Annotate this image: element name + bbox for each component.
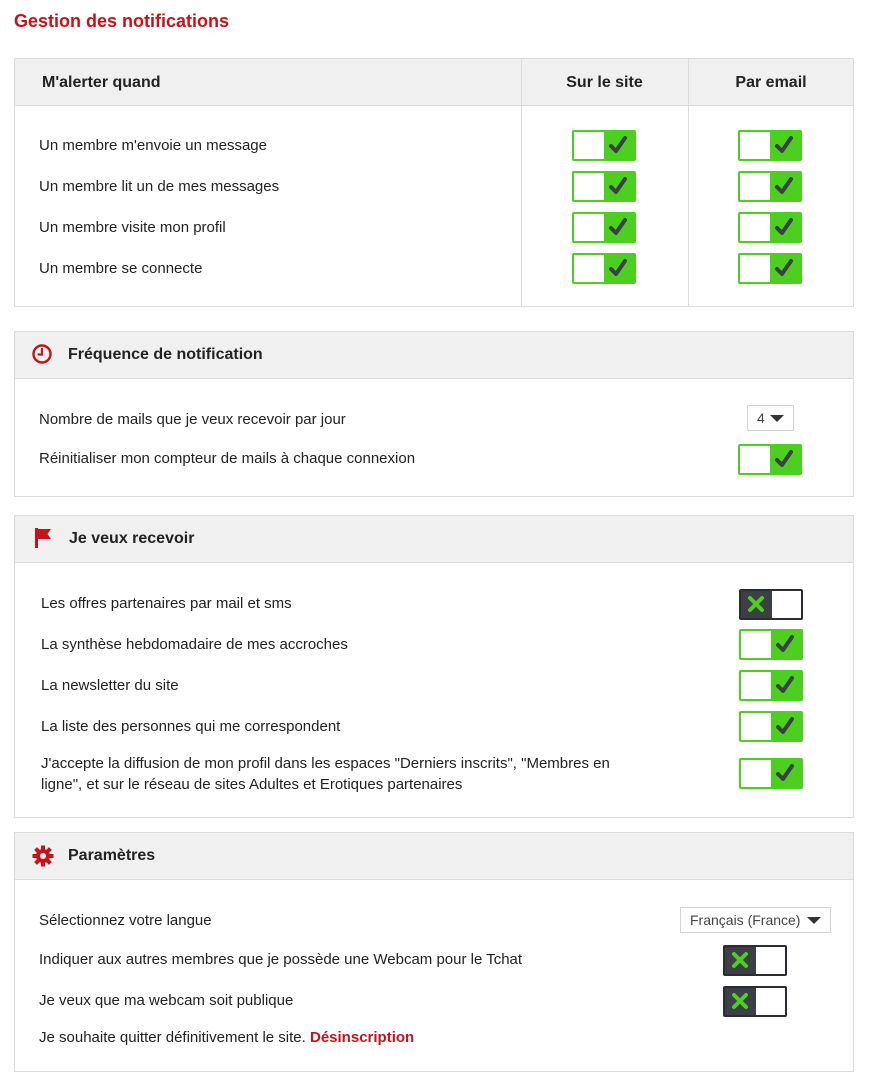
alert-row-label: Un membre m'envoie un message <box>39 137 267 154</box>
alert-row-label: Un membre visite mon profil <box>39 219 226 236</box>
toggle-knob <box>740 214 770 241</box>
toggle-newsletter[interactable] <box>739 670 803 701</box>
toggle-knob <box>741 713 771 740</box>
cross-icon <box>731 992 749 1010</box>
receive-item-label-line: J'accepte la diffusion de mon profil dans les espaces "Derniers inscrits", "Membres en <box>41 755 610 772</box>
settings-panel <box>14 832 854 1072</box>
mails-per-day-label: Nombre de mails que je veux recevoir par jour <box>39 411 346 428</box>
check-icon <box>775 715 795 737</box>
frequency-panel <box>14 331 854 497</box>
chevron-down-icon <box>807 917 821 924</box>
check-icon <box>608 257 628 279</box>
gear-icon <box>32 845 54 867</box>
column-divider <box>688 59 689 306</box>
receive-item-label: La newsletter du site <box>41 677 179 694</box>
chevron-down-icon <box>770 415 784 422</box>
language-select[interactable] <box>680 907 831 933</box>
receive-item-label: Les offres partenaires par mail et sms <box>41 595 292 612</box>
alerts-table-header <box>15 59 853 106</box>
toggle-profile-diffusion[interactable] <box>739 758 803 789</box>
toggle-knob <box>741 631 771 658</box>
toggle-partner-offers[interactable] <box>739 589 803 620</box>
cross-icon <box>747 595 765 613</box>
col-header-alert-when: M'alerter quand <box>42 74 161 91</box>
toggle-matching-people[interactable] <box>739 711 803 742</box>
alert-row-label: Un membre se connecte <box>39 260 203 277</box>
check-icon <box>775 633 795 655</box>
receive-item-label: La liste des personnes qui me correspondent <box>41 718 341 735</box>
check-icon <box>774 216 794 238</box>
check-icon <box>774 175 794 197</box>
toggle-knob <box>740 255 770 282</box>
toggle-knob <box>740 173 770 200</box>
settings-panel-header <box>15 833 853 880</box>
receive-title: Je veux recevoir <box>69 530 195 547</box>
toggle-webcam[interactable] <box>723 945 787 976</box>
toggle-connect-site[interactable] <box>572 253 636 284</box>
toggle-public-webcam[interactable] <box>723 986 787 1017</box>
frequency-title: Fréquence de notification <box>68 346 263 363</box>
toggle-reset-counter[interactable] <box>738 444 802 475</box>
alert-row-label: Un membre lit un de mes messages <box>39 178 280 195</box>
reset-counter-label: Réinitialiser mon compteur de mails à chaque connexion <box>39 450 416 467</box>
frequency-panel-header <box>15 332 853 379</box>
check-icon <box>608 175 628 197</box>
toggle-connect-email[interactable] <box>738 253 802 284</box>
mails-per-day-value: 4 <box>757 410 765 426</box>
check-icon <box>775 674 795 696</box>
check-icon <box>774 134 794 156</box>
check-icon <box>608 216 628 238</box>
toggle-visit-email[interactable] <box>738 212 802 243</box>
toggle-knob <box>574 214 604 241</box>
toggle-read-email[interactable] <box>738 171 802 202</box>
toggle-knob <box>574 132 604 159</box>
col-header-on-site: Sur le site <box>566 74 643 91</box>
receive-item-label: La synthèse hebdomadaire de mes accroches <box>41 636 348 653</box>
unsubscribe-link[interactable]: Désinscription <box>310 1029 415 1046</box>
check-icon <box>608 134 628 156</box>
mails-per-day-select[interactable] <box>747 405 794 431</box>
toggle-knob <box>574 173 604 200</box>
receive-panel <box>14 515 854 818</box>
receive-panel-header <box>15 516 853 563</box>
public-webcam-label: Je veux que ma webcam soit publique <box>39 992 294 1009</box>
check-icon <box>774 257 794 279</box>
language-value: Français (France) <box>690 912 801 928</box>
toggle-message-email[interactable] <box>738 130 802 161</box>
toggle-knob <box>741 672 771 699</box>
unsubscribe-row <box>39 1027 414 1048</box>
page-title: Gestion des notifications <box>14 11 230 31</box>
settings-title: Paramètres <box>68 847 156 864</box>
flag-icon <box>33 527 55 549</box>
check-icon <box>774 448 794 470</box>
clock-icon <box>31 343 53 365</box>
toggle-knob <box>740 132 770 159</box>
cross-icon <box>731 951 749 969</box>
webcam-label: Indiquer aux autres membres que je possède une Webcam pour le Tchat <box>39 951 523 968</box>
receive-item-label-line: ligne", et sur le réseau de sites Adultes et Erotiques partenaires <box>41 776 463 793</box>
toggle-knob <box>740 446 770 473</box>
toggle-message-site[interactable] <box>572 130 636 161</box>
alerts-table <box>14 58 854 307</box>
column-divider <box>521 59 522 306</box>
toggle-visit-site[interactable] <box>572 212 636 243</box>
toggle-knob <box>574 255 604 282</box>
toggle-weekly-summary[interactable] <box>739 629 803 660</box>
check-icon <box>775 762 795 784</box>
unsubscribe-text: Je souhaite quitter définitivement le site. <box>39 1029 306 1046</box>
language-label: Sélectionnez votre langue <box>39 912 212 929</box>
toggle-knob <box>741 760 771 787</box>
col-header-by-email: Par email <box>735 74 807 91</box>
receive-item-label <box>41 753 610 795</box>
toggle-read-site[interactable] <box>572 171 636 202</box>
